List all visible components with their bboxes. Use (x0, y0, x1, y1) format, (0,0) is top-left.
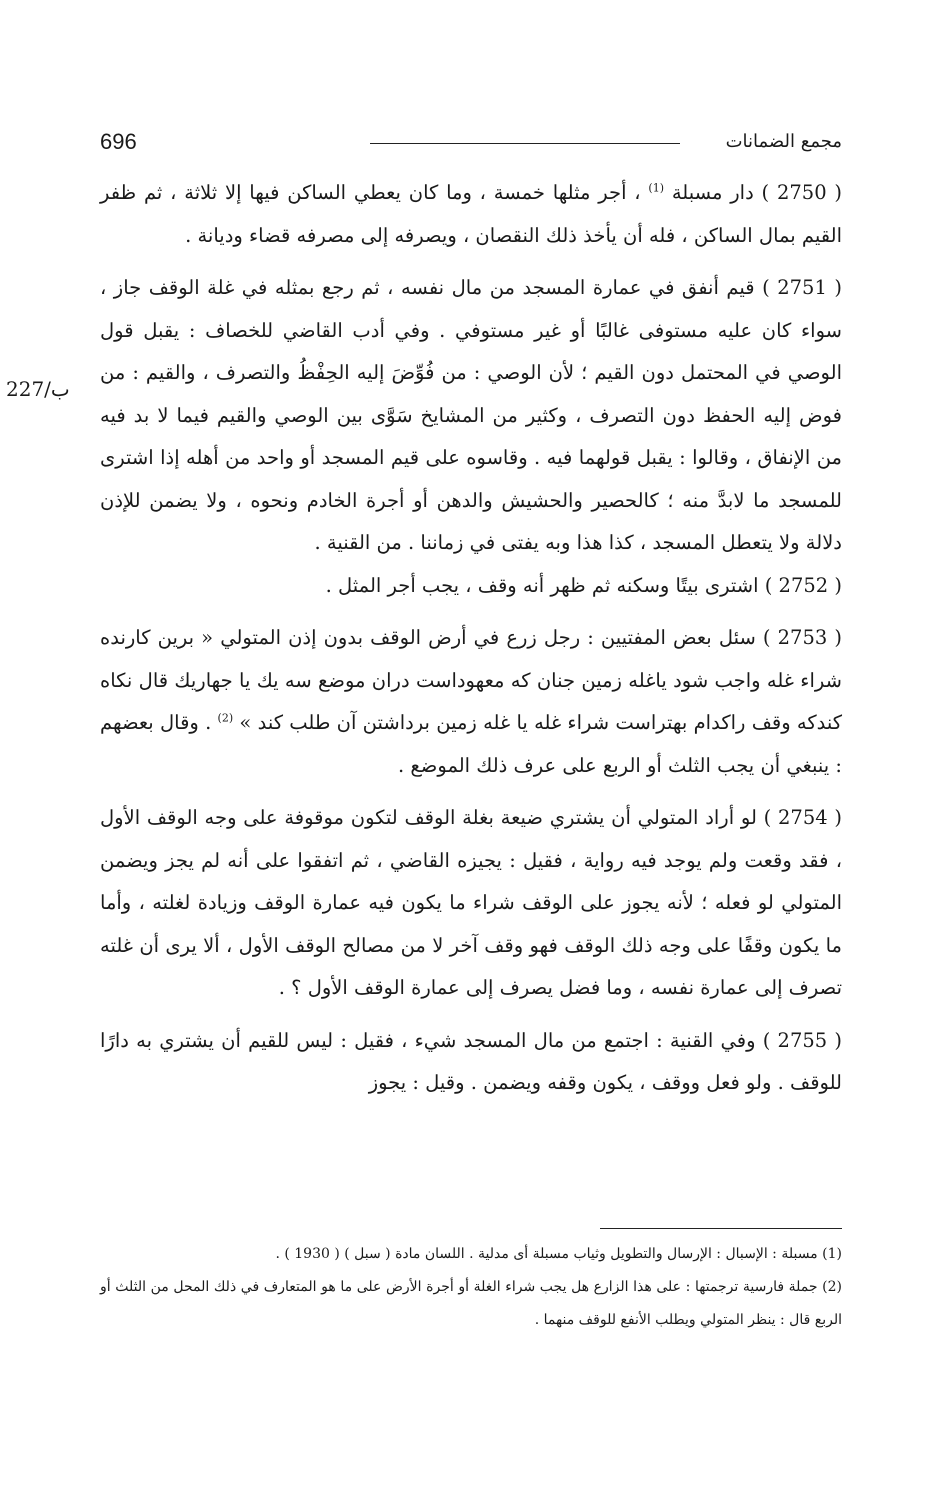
header-rule (370, 143, 680, 144)
paragraph-text: ، أجر مثلها خمسة ، وما كان يعطي الساكن فيها إلا ثلاثة ، ثم ظفر القيم بمال الساكن ، فله أن يأخذ ذلك النقصان ، ويصرفه إلى مصرفه قضاء وديانة . (100, 181, 842, 247)
paragraph-2750 (100, 172, 842, 257)
footnote-2: (2) جملة فارسية ترجمتها : على هذا الزارع هل يجب شراء الغلة أو أجرة الأرض على ما هو المتعارف في ذلك المحل من الثلث أو الربع قال : ينظر المتولي ويطلب الأنفع للوقف منهما . (100, 1279, 842, 1328)
footnote-separator (600, 1228, 842, 1229)
running-title: مجمع الضمانات (725, 131, 842, 152)
margin-folio-note: 227/ب (6, 377, 70, 401)
footnote-marker: (1) (648, 181, 664, 195)
paragraph-2755: ( 2755 ) وفي القنية : اجتمع من مال المسجد شيء ، فقيل : ليس للقيم أن يشتري به دارًا للوقف . ولو فعل ووقف ، يكون وقفه ويضمن . وقيل : يجوز (100, 1028, 842, 1094)
paragraph-text: ( 2753 ) سئل بعض المفتيين : رجل زرع في أرض الوقف بدون إذن المتولي « برين كارنده شراء غله واجب شود ياغله زمين جنان كه معهوداست دران موضع سه يك يا جهاريك قال نكاه كندكه وقف راكدام بهتراست شراء غله يا غله زمين برداشتن آن طلب كند » (100, 626, 843, 734)
paragraph-2751: ( 2751 ) قيم أنفق في عمارة المسجد من مال نفسه ، ثم رجع بمثله في غلة الوقف جاز ، سواء كان عليه مستوفى غالبًا أو غير مستوفي . وفي أدب القاضي للخصاف : يقبل قول الوصي في المحتمل دون القيم ؛ لأن الوصي : من فُوِّضَ إليه الحِفْظُ والتصرف ، والقيم : من فوض إليه الحفظ دون التصرف ، وكثير من المشايخ سَوَّى بين الوصي والقيم فيما لا بد فيه من الإنفاق ، وقالوا : يقبل قولهما فيه . وقاسوه على قيم المسجد أو واحد من أهله إذا اشترى للمسجد ما لابدَّ منه ؛ كالحصير والحشيش والدهن أو أجرة الخادم ونحوه ، ولا يضمن للإذن دلالة ولا يتعطل المسجد ، كذا هذا وبه يفتى في زماننا . من القنية . (100, 276, 842, 554)
footnote-1: (1) مسبلة : الإسبال : الإرسال والتطويل وثياب مسبلة أى مدلية . اللسان مادة ( سبل ) ( 1930 ) . (275, 1246, 842, 1262)
paragraph-2753 (100, 617, 842, 787)
main-text (100, 172, 842, 1115)
paragraph-text: ( 2750 ) دار مسبلة (671, 181, 843, 204)
page-header (100, 122, 842, 162)
page-number: 696 (100, 129, 137, 154)
paragraph-2754: ( 2754 ) لو أراد المتولي أن يشتري ضيعة بغلة الوقف لتكون موقوفة على وجه الوقف الأول ، فقد وقعت ولم يوجد فيه رواية ، فقيل : يجيزه القاضي ، ثم اتفقوا على أنه لم يجز ويضمن المتولي لو فعله ؛ لأنه يجوز على الوقف شراء ما يكون فيه عمارة الوقف وزيادة لغلته ، وأما ما يكون وقفًا على وجه ذلك الوقف فهو وقف آخر لا من مصالح الوقف الأول ، ألا يرى أن غلته تصرف إلى عمارة نفسه ، وما فضل يصرف إلى عمارة الوقف الأول ؟ . (100, 806, 842, 999)
paragraph-2752: ( 2752 ) اشترى بيتًا وسكنه ثم ظهر أنه وقف ، يجب أجر المثل . (325, 573, 842, 597)
footnotes (100, 1238, 842, 1337)
paragraph-text: . وقال بعضهم : ينبغي أن يجب الثلث أو الربع على عرف ذلك الموضع . (100, 711, 842, 777)
footnote-marker: (2) (217, 711, 234, 725)
